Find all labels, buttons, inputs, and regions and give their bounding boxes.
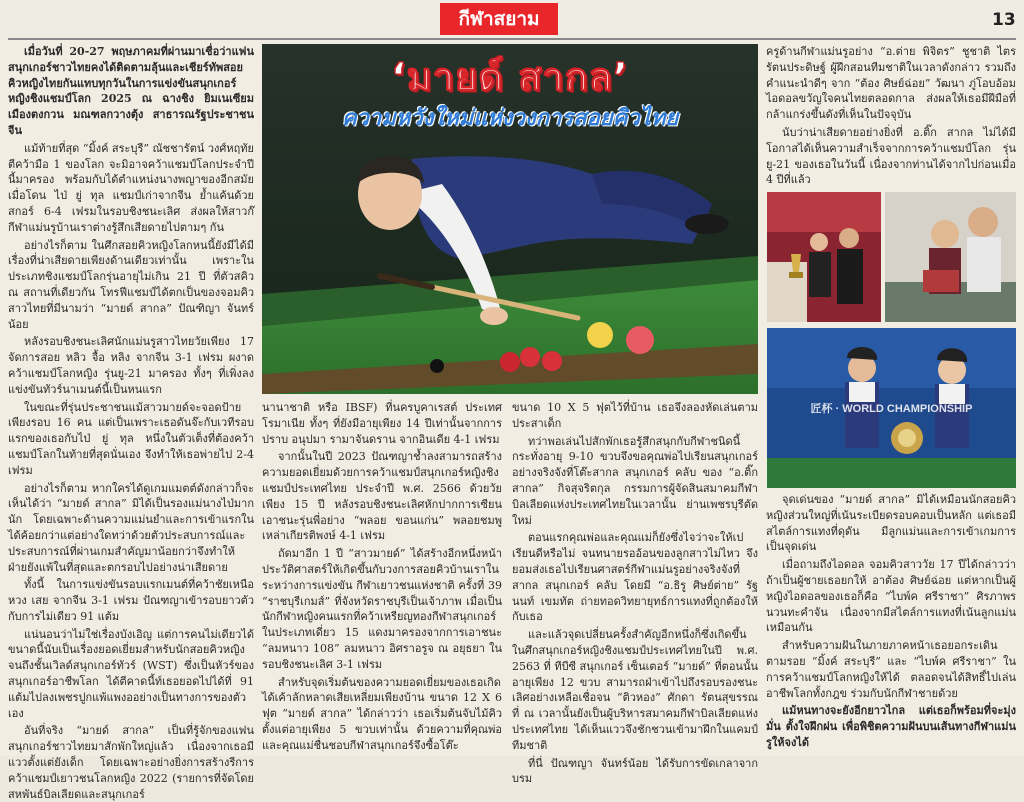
article-paragraph: นานาชาติ หรือ IBSF) ที่นครบูคาเรสต์ ประเทศโรมาเนีย ทั้งๆ ที่ยังมีอายุเพียง 14 ปีเท่านั้นจากการปราบ อนุปมา รามาจันดราน จากอินเดีย 4-1 เฟรม [262, 401, 502, 446]
article-paragraph: ทว่าพอเล่นไปสักพักเธอรู้สึกสนุกกับกีฬาชนิดนี้ กระทั่งอายุ 9-10 ขวบจึงขอคุณพ่อไปเรียนสนุกเกอร์อย่างจริงจังที่โต๊ะสากล สนุกเกอร์ คลับ ของ “อ.ติ๊ก สากล” กิจสุจริตกุล กรรมการผู้จัดสินสมาคมกีฬาบิลเลียดแห่งประเทศไทยในเวลานั้น ย่านเพชรบุรีตัดใหม่ [512, 434, 758, 527]
article-paragraph: อันที่จริง “มายด์ สากล” เป็นที่รู้จักของแฟนสนุกเกอร์ชาวไทยมาสักพักใหญ่แล้ว เนื่องจากเธอมีแววตั้งแต่ยังเด็ก โดยเฉพาะอย่างยิ่งการสร้างรีการคว้าแชมป์เยาวชนโลกหญิง 2022 (รายการที่จัดโดยสหพันธ์บิลเลียดและสนุกเกอร์ [8, 724, 254, 801]
article-paragraph: ตอนแรกคุณพ่อและคุณแม่ก็ยังซึ่งไจว่าจะให้เปเรียนดีหรือไม่ จนทนายรออ้อนของลูกสาวไม่ไหว จึงยอมส่งเธอไปเรียนศาสตร์กีฬาแม่นรูอย่างจริงจังที่สากล สนุกเกอร์ คลับ โดยมี “อ.ธิรู ศิษย์ต่าย” รัฐนนท์ เขมทัต ถ่ายทอดวิทยายุทธ์การแทงที่ถูกต้องให้กับเธอ [512, 531, 758, 624]
column-4-bottom [766, 492, 1016, 752]
article-paragraph: ถัดมาอีก 1 ปี “สาวมายด์” ได้สร้างอีกหนึ่งหน้าประวัติศาสตร์ให้เกิดขึ้นกับวงการสอยคิวบ้านเราในระหว่างการแข่งขัน กีฬาเยาวชนแห่งชาติ ครั้งที่ 39 “ราชบุรีเกมส์” ที่จังหวัดราชบุรีเป็นเจ้าภาพ เมื่อเป็นนักกีฬาหญิงคนแรกที่คว้าเหรียญทองกีฬาสนุกเกอร์ในประเภทเดี่ยว 15 แดงมาครองจากการเอาชนะ “ลมหนาว 108” ลมหนาว อิศราอรูจ ณ อยุธยา ในรอบชิงชนะเลิศ 3-1 เฟรม [262, 547, 502, 671]
header-rule [8, 38, 1016, 40]
article-closing-paragraph: แม้หนทางจะยังอีกยาวไกล แต่เธอก็พร้อมที่จะมุ่งมั่น ตั้งใจฝึกฝน เพื่อพิชิตความฝันบนเส้นทางกีฬาแม่นรูให้จงได้ [766, 704, 1016, 749]
page-header [0, 0, 1024, 40]
page-number: 13 [992, 10, 1016, 30]
photo-world-championship [767, 328, 1016, 488]
headline-title: ‘มายด์ สากล’ [391, 55, 629, 99]
photo-trophy-with-coach [767, 192, 881, 322]
article-paragraph: อย่างไรก็ตาม ในศึกสอยคิวหญิงโลกหนนี้ยังมีได้มีเรื่องที่น่าเสียดายเพียงด้านเดียวเท่านั้น เพราะในประเภทชิงแชมป์โลกรุ่นอายุไม่เกิน 21 ปี ที่ตัวสคิว ณ สถานที่เดียวกัน โทรฟีแชมป์ได้ตกเป็นของจอมคิวสาวไทยที่มีนามว่า “มายด์ สากล” ปัณฑิญา จันทร์น้อย [8, 238, 254, 331]
championship-banner: 匠杯 · WORLD CHAMPIONSHIP [810, 403, 973, 415]
article-paragraph: เมื่อวันที่ 20-27 พฤษภาคมที่ผ่านมาเชื่อว่าแฟนสนุกเกอร์ชาวไทยคงได้ติดตามลุ้นและเชียร์ทัพสอยคิวหญิงไทยกันแทบทุกวันในการแข่งขันสนุกเกอร์หญิงชิงแชมป์โลก 2025 ณ ฉางชิง ยิมเนเซียม เมืองตงกวน มณฑลกวางตุ้ง สาธารณรัฐประชาชนจีน [8, 45, 254, 137]
main-photo [262, 44, 758, 394]
article-paragraph: หลังรอบชิงชนะเลิศนักแม่นรูสาวไทยวัยเพียง 17 จัดการสอย หลิว จื้อ หลิง จากจีน 3-1 เฟรม ผงาดคว้าแชมป์โลกหญิง รุ่นยู-21 มาครอง ทั้งๆ ที่เพิ่งลงแข่งขันทัวร์นาเมนต์นี้เป็นหนแรก [8, 335, 254, 396]
article-paragraph: และแล้วจุดเปลี่ยนครั้งสำคัญอีกหนึ่งก็ซึ่งเกิดขึ้น ในศึกสนุกเกอร์หญิงชิงแชมป์ประเทศไทยในปี พ.ศ. 2563 ที่ ทีบีซี สนุกเกอร์ เซ็นเตอร์ “มายด์” ที่ตอนนั้นอายุเพียง 12 ขวบ สามารถฝ่าเข้าไปถึงรอบรองชนะเลิศอย่างเหลือเชื่อจน “ติวหอง” ศักดา รัตนสุขรรณ ที่ ณ เวลานั้นยังเป็นผู้บริหารสมาคมกีฬาบิลเลียดแห่งประเทศไทย ได้เห็นแววจึงชักชวนเข้ามาฝึกในแคมป์ทีมชาติ [512, 628, 758, 752]
article-paragraph: ในขณะที่รุ่นประชาชนแม้สาวมายด์จะจอดป้ายเพียงรอบ 16 คน แต่เป็นเพราะเธอดันจ๊ะกับเวทีรอบแรกของเธอกับไป่ ยู่ ทุล หนึ่งในตัวเต็งที่ต้องคว้าแชมป์โลกในท้ายที่สุดนั่นเอง จึงทำให้เธอพ่ายไป 2-4 เฟรม [8, 400, 254, 477]
section-title: กีฬาสยาม [440, 3, 558, 35]
article-paragraph: เมื่อถามถึงไอดอล จอมคิวสาววัย 17 ปีได้กล่าวว่าถ้าเป็นผู้ชายเธอยกให้ อาต้อง ศิษย์ฉ่อย แต่หากเป็นผู้หญิงไอดอลของเธอก็คือ “ไบพ์ค ศรีราชา” ศิรภาพร นวนทะคำจัน เนื่องจากมีสไตล์การแทงที่เน้นลูกแม่นเหมือนกัน [766, 558, 1016, 635]
column-4-top [766, 44, 1016, 188]
column-3 [512, 400, 758, 786]
article-paragraph: ที่นี่ ปัณฑญา จันทร์น้อย ได้รับการขัดเกลาจากบรม [512, 756, 758, 786]
column-1 [8, 44, 254, 801]
article-paragraph: จากนั้นในปี 2023 ปัณฑญาช้ำลงสามารถสร้างความยอดเยี่ยมด้วยการคว้าแชมป์สนุกเกอร์หญิงชิงแชมป์ประเทศไทย ประจำปี พ.ศ. 2566 ด้วยวัยเพียง 15 ปี หลังรอบชิงชนะเลิศหักปากการเซียนเอาชนะรุ่นพี่อย่าง “พลอย ขอนแก่น” พลอยชมพู เหล่าเกียรติพงษ์ 4-1 เฟรม [262, 450, 502, 543]
article-paragraph: จุดเด่นของ “มายด์ สากล” มิได้เหมือนนักสอยคิวหญิงส่วนใหญ่ที่เน้นระเบียดรอบคอบเป็นหลัก แต่เธอมีสไตล์การแทงที่ดุดัน มีลูกแม่นและการเข้าเกมการเป็นจุดเด่น [766, 493, 1016, 554]
column-2 [262, 400, 502, 752]
article-paragraph: อย่างไรก็ตาม หากใครได้ดูเกมแมตต์ดังกล่าวก็จะเห็นได้ว่า “มายด์ สากล” มิได้เป็นรองแม่นางไป่มากนัก โดยเฉพาะด้านความแม่นยำและการเข้าแรกในได้ค้อยกว่าแต่อย่างใดทว่าด้วยตัวประสบการณ์และประสบการณ์ที่ผ่านเกมสำคัญมาน้อยกว่าจึงทำให้ฝ่ายยังแพ้ในที่สุดและตกรอบไปอย่างน่าเสียดาย [8, 481, 254, 574]
article-paragraph: ทั้งนี้ ในการแข่งขันรอบแรกเมนต์ที่คว้าชัยเหนือ หวง เสย จากจีน 3-1 เฟรม ปัณฑญาเข้ารอบยาวตัวกับการไม่เดียว 91 แต้ม [8, 578, 254, 623]
article-paragraph: ครูด้านกีฬาแม่นรูอย่าง “อ.ต่าย พิจิตร” ชูชาติ ไตรรัตนประดิษฐ์ ผู้ฝึกสอนทีมชาติในเวลาดังกล่าว รวมถึงคำแนะนำดีๆ จาก “ต้อง ศิษย์ฉ่อย” วัฒนา ภู่โอบอ้อม ไอดอลขวัญใจคนไทยตลอดกาล ส่งผลให้เธอมีฝีมือที่กล้าแกร่งขึ้นดังที่เห็นในปัจจุบัน [766, 45, 1016, 122]
article-paragraph: แน่นอนว่าไม่ใช่เรื่องบังเอิญ แต่การคนไม่เดียวได้ขนาดนี้นับเป็นเรื่องยอดเยี่ยมสำหรับนักสอยคิวหญิงจนถึงชั้นเวิลด์สนุกเกอร์ทัวร์ (WST) ซึ่งเป็นหัวร์ของสนุกเกอร์อาชีพโลก ได้ตีคาดนี้ท์เธอยอดไปได้ที่ 91 แต้มไปลงเพชรปูกแพ้แพงออย่างเป็นทางการของตัวเอง [8, 627, 254, 720]
article-paragraph: ขนาด 10 X 5 ฟุตไว้ที่บ้าน เธอจึงลองหัดเล่นตามประสาเด็ก [512, 401, 758, 430]
article-paragraph: สำหรับจุดเริ่มต้นของความยอดเยี่ยมของเธอเกิดได้เค้าลักหลาดเสียเหลี่ยมเพียงบ้าน ขนาด 12 X 6 ฟุต “มายด์ สากล” ได้กล่าวว่า เธอเริ่มต้นจับไม้คิวตั้งแต่อายุเพียง 5 ขวบเท่านั้น ด้วยความที่คุณพ่อและคุณแม่ชื่นชอบกีฬาสนุกเกอร์จึงซื้อโต๊ะ [262, 675, 502, 752]
photo-with-family [885, 192, 1016, 322]
article-paragraph: แม้ท้ายที่สุด “มิ้งค์ สระบุรี” ณัชชารัตน์ วงศ์หฤทัย ตีคว้ามือ 1 ของโลก จะมิอาจคว้าแชมป์โลกประจำปีนี้มาครอง พร้อมกับได้ตำแหน่งนางพญาของอีกสมัยเมื่อโดน ไป่ ยู่ ทุล แชมป์เก่าจากจีน ย้ำแค้นด้วยสกอร์ 6-4 เฟรมในรอบชิงชนะเลิศ ส่งผลให้สาวก๊กีฬาแม่นรูบ้านเราต่างรู้สึกเสียดายไปตามๆ กัน [8, 141, 254, 234]
headline-subtitle: ความหวังใหม่แห่งวงการสอยคิวไทย [341, 106, 679, 131]
photo-family-illustration [885, 192, 1016, 322]
article-paragraph: นับว่าน่าเสียดายอย่างยิ่งที่ อ.ติ๊ก สากล ไม่ได้มีโอกาสได้เห็นความสำเร็จจากการคว้าแชมป์โลก รุ่นยู-21 ของเธอในวันนี้ เนื่องจากท่านได้จากไปก่อนเมื่อ 4 ปีที่แล้ว [766, 125, 1016, 187]
article-paragraph: สำหรับความฝันในภายภาคหน้าเธอยอกระเดินตามรอย “มิ้งค์ สระบุรี” และ “ไบพ์ค ศรีราชา” ในการคว้าแชมป์โลกหญิงให้ได้ ตลอดจนได้สิทธิ์ไปเล่นอาชีพโลกทั้งกฎข ร่วมกับนักกีฬาชายด้วย [766, 639, 1016, 700]
photo-trophy-illustration [767, 192, 881, 322]
